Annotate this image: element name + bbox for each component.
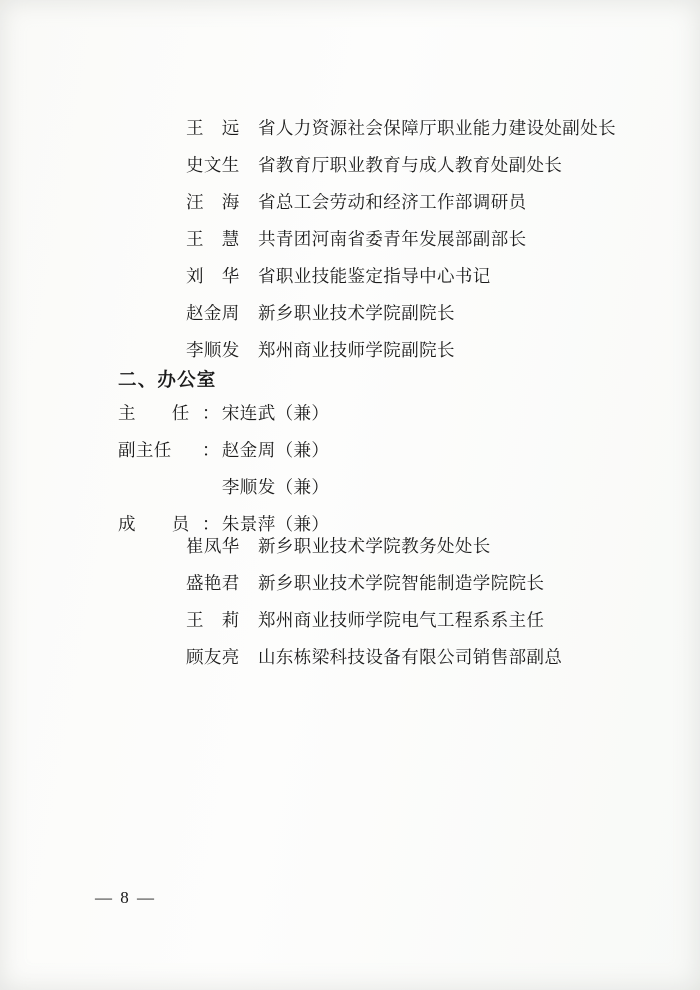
office-role: 副主任 <box>118 440 172 460</box>
member-list <box>186 533 656 681</box>
page-number: — 8 — <box>95 888 156 907</box>
roster-row <box>186 189 656 226</box>
roster-name: 赵金周 <box>186 303 240 323</box>
office-person: 宋连武（兼） <box>221 403 330 423</box>
roster-name: 史文生 <box>186 155 240 175</box>
member-title: 郑州商业技师学院电气工程系系主任 <box>258 610 545 630</box>
member-name: 顾友亮 <box>186 647 240 667</box>
roster-title: 省职业技能鉴定指导中心书记 <box>258 266 491 286</box>
office-colon: ： <box>202 514 220 534</box>
roster-row <box>186 263 656 300</box>
member-title: 山东栋梁科技设备有限公司销售部副总 <box>258 647 563 667</box>
roster-title: 省人力资源社会保障厅职业能力建设处副处长 <box>258 118 616 138</box>
office-colon: ： <box>202 403 220 423</box>
member-name: 崔凤华 <box>186 536 240 556</box>
member-row <box>186 607 656 644</box>
office-row <box>118 474 658 511</box>
roster-row <box>186 300 656 337</box>
member-row <box>186 644 656 681</box>
roster-title: 省总工会劳动和经济工作部调研员 <box>258 192 527 212</box>
roster-list <box>186 115 656 374</box>
member-row <box>186 570 656 607</box>
roster-name: 汪 海 <box>186 192 240 212</box>
roster-title: 郑州商业技师学院副院长 <box>258 340 455 360</box>
office-row <box>118 437 658 474</box>
member-row <box>186 533 656 570</box>
office-role: 成 员 <box>118 514 190 534</box>
roster-name: 刘 华 <box>186 266 240 286</box>
member-title: 新乡职业技术学院教务处处长 <box>258 536 491 556</box>
roster-name: 李顺发 <box>186 340 240 360</box>
roster-name: 王 慧 <box>186 229 240 249</box>
office-person: 赵金周（兼） <box>221 440 330 460</box>
member-name: 盛艳君 <box>186 573 240 593</box>
office-person: 李顺发（兼） <box>221 477 330 497</box>
roster-name: 王 远 <box>186 118 240 138</box>
roster-row <box>186 115 656 152</box>
roster-row <box>186 152 656 189</box>
roster-title: 共青团河南省委青年发展部副部长 <box>258 229 527 249</box>
roster-title: 省教育厅职业教育与成人教育处副处长 <box>258 155 563 175</box>
roster-row <box>186 226 656 263</box>
office-row <box>118 400 658 437</box>
roster-title: 新乡职业技术学院副院长 <box>258 303 455 323</box>
office-role: 主 任 <box>118 403 190 423</box>
office-list <box>118 400 658 548</box>
office-colon: ： <box>202 440 220 460</box>
member-title: 新乡职业技术学院智能制造学院院长 <box>258 573 545 593</box>
roster-row <box>186 337 656 374</box>
member-name: 王 莉 <box>186 610 240 630</box>
section-heading: 二、办公室 <box>118 369 217 390</box>
office-person: 朱景萍（兼） <box>221 514 330 534</box>
